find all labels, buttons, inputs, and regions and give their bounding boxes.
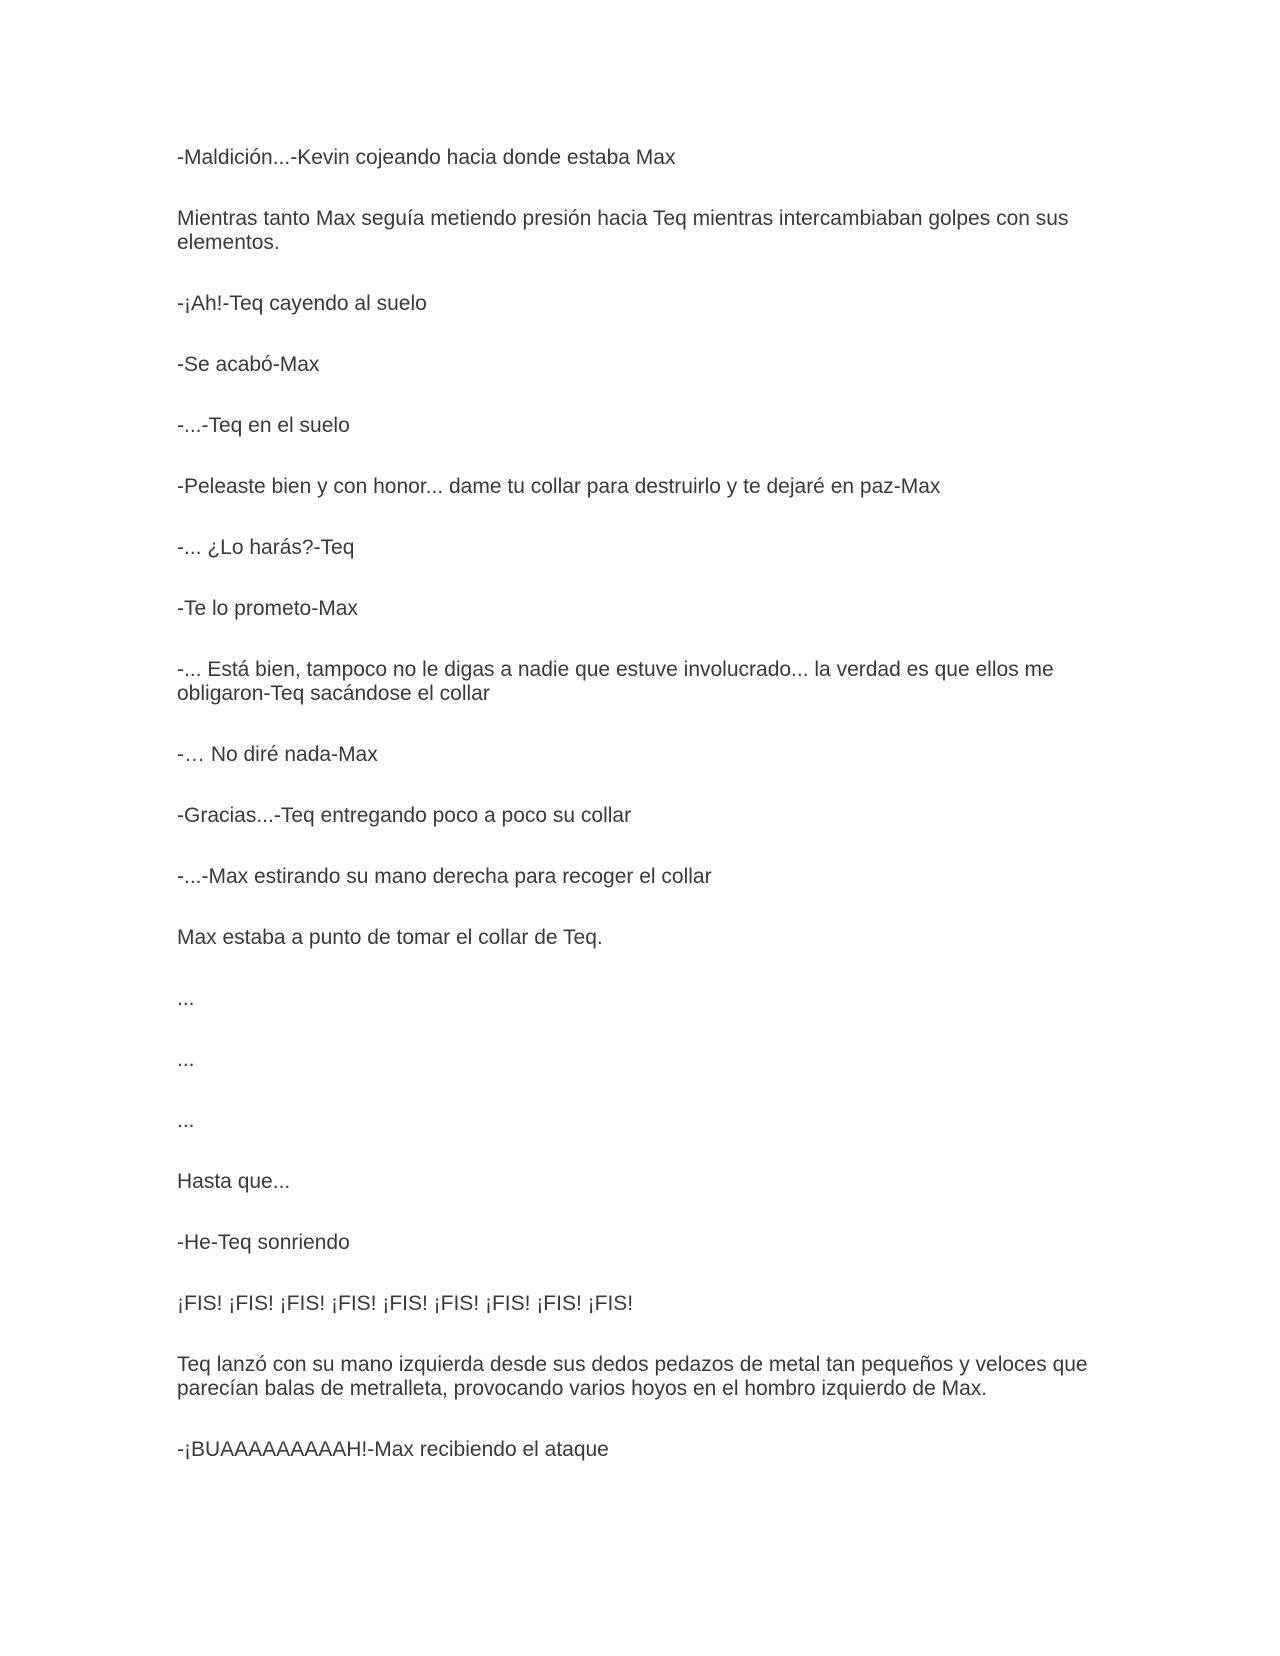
- paragraph: -...-Teq en el suelo: [177, 414, 350, 437]
- paragraph: Mientras tanto Max seguía metiendo presión hacia Teq mientras intercambiaban golpes con sus elementos.: [177, 207, 1069, 254]
- paragraph: -¡BUAAAAAAAAAH!-Max recibiendo el ataque: [177, 1438, 609, 1461]
- paragraph: -Maldición...-Kevin cojeando hacia donde estaba Max: [177, 146, 676, 169]
- paragraph: -...-Max estirando su mano derecha para recoger el collar: [177, 865, 712, 888]
- paragraph: Hasta que...: [177, 1170, 291, 1193]
- paragraph: Max estaba a punto de tomar el collar de Teq.: [177, 926, 603, 949]
- paragraph: -... ¿Lo harás?-Teq: [177, 536, 355, 559]
- paragraph: ...: [177, 1109, 195, 1132]
- paragraph: -… No diré nada-Max: [177, 743, 378, 766]
- paragraph: -¡Ah!-Teq cayendo al suelo: [177, 292, 427, 315]
- document-body: [177, 146, 1117, 1499]
- paragraph: ...: [177, 987, 195, 1010]
- paragraph: -He-Teq sonriendo: [177, 1231, 350, 1254]
- paragraph: -Te lo prometo-Max: [177, 597, 358, 620]
- paragraph: -... Está bien, tampoco no le digas a nadie que estuve involucrado... la verdad es que ellos me obligaron-Teq sacándose el collar: [177, 658, 1054, 705]
- paragraph: -Peleaste bien y con honor... dame tu collar para destruirlo y te dejaré en paz-Max: [177, 475, 941, 498]
- paragraph: -Se acabó-Max: [177, 353, 320, 376]
- paragraph: -Gracias...-Teq entregando poco a poco su collar: [177, 804, 632, 827]
- paragraph: ...: [177, 1048, 195, 1071]
- paragraph: ¡FIS! ¡FIS! ¡FIS! ¡FIS! ¡FIS! ¡FIS! ¡FIS! ¡FIS! ¡FIS!: [177, 1292, 634, 1315]
- paragraph: Teq lanzó con su mano izquierda desde sus dedos pedazos de metal tan pequeños y veloces que parecían balas de metralleta, provocando varios hoyos en el hombro izquierdo de Max.: [177, 1353, 1088, 1400]
